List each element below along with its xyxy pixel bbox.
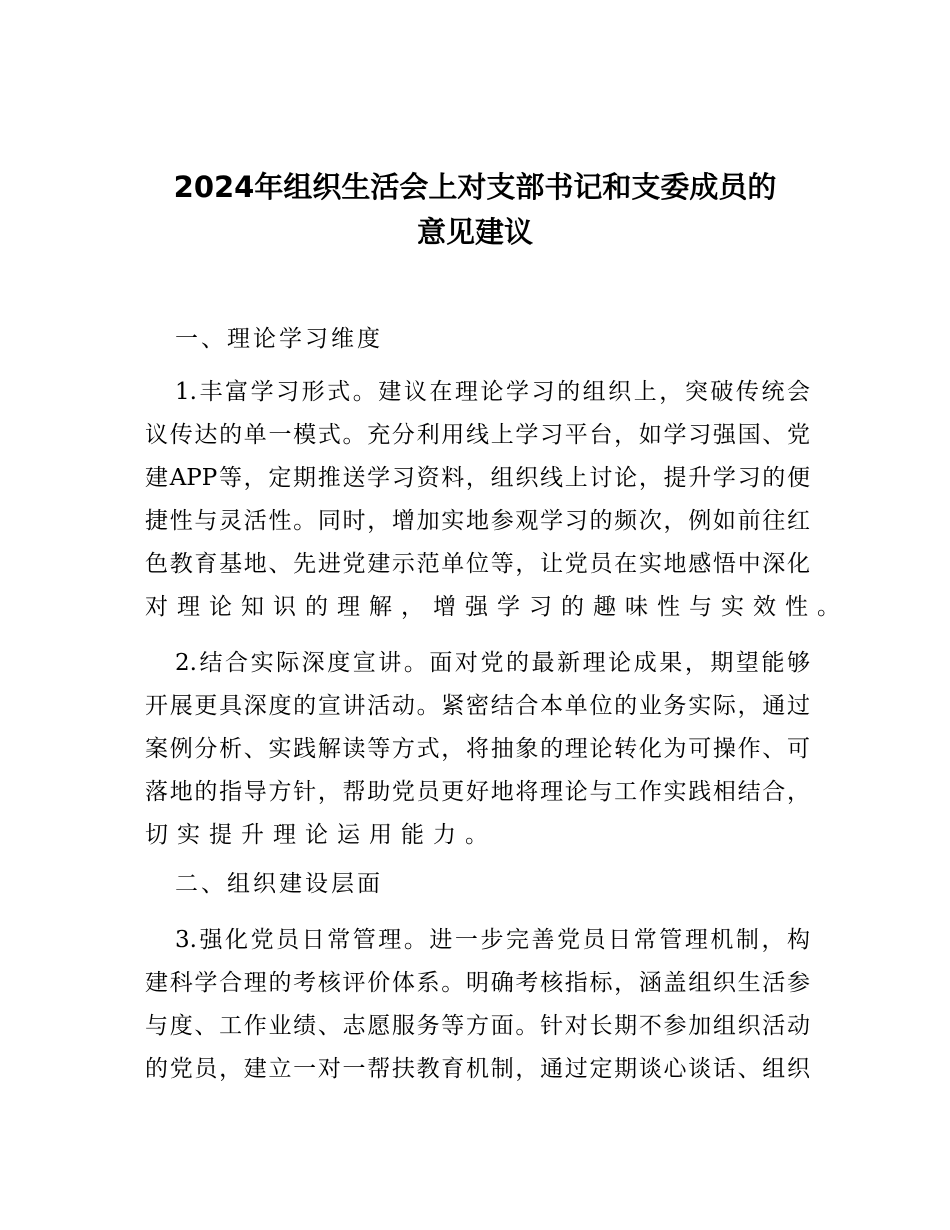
paragraph-line: 3.强化党员日常管理。进一步完善党员日常管理机制，构 — [175, 927, 810, 953]
section-heading-1: 一、理论学习维度 — [175, 326, 383, 352]
paragraph-3 — [145, 919, 810, 1091]
section-heading-2: 二、组织建设层面 — [175, 871, 383, 897]
paragraph-line: 1.丰富学习形式。建议在理论学习的组织上，突破传统会 — [175, 379, 810, 405]
paragraph-line: 2.结合实际深度宣讲。面对党的最新理论成果，期望能够 — [175, 650, 810, 676]
document-title — [0, 165, 950, 255]
paragraph-line: 切实提升理论运用能力。 — [145, 822, 497, 848]
paragraph-line: 捷性与灵活性。同时，增加实地参观学习的频次，例如前往红 — [145, 508, 810, 534]
title-line-2: 意见建议 — [416, 215, 533, 249]
paragraph-line: 的党员，建立一对一帮扶教育机制，通过定期谈心谈话、组织 — [145, 1056, 810, 1082]
paragraph-line: 建科学合理的考核评价体系。明确考核指标，涵盖组织生活参 — [145, 970, 810, 996]
paragraph-1 — [145, 371, 849, 629]
paragraph-2 — [145, 642, 810, 857]
paragraph-line: 落地的指导方针，帮助党员更好地将理论与工作实践相结合， — [145, 779, 810, 805]
paragraph-line: 建APP等，定期推送学习资料，组织线上讨论，提升学习的便 — [145, 465, 810, 491]
paragraph-line: 对理论知识的理解，增强学习的趣味性与实效性。 — [145, 594, 849, 620]
title-line-1: 2024年组织生活会上对支部书记和支委成员的 — [173, 170, 777, 204]
paragraph-line: 与度、工作业绩、志愿服务等方面。针对长期不参加组织活动 — [145, 1013, 810, 1039]
paragraph-line: 案例分析、实践解读等方式，将抽象的理论转化为可操作、可 — [145, 736, 810, 762]
paragraph-line: 议传达的单一模式。充分利用线上学习平台，如学习强国、党 — [145, 422, 810, 448]
paragraph-line: 色教育基地、先进党建示范单位等，让党员在实地感悟中深化 — [145, 551, 810, 577]
paragraph-line: 开展更具深度的宣讲活动。紧密结合本单位的业务实际，通过 — [145, 693, 810, 719]
